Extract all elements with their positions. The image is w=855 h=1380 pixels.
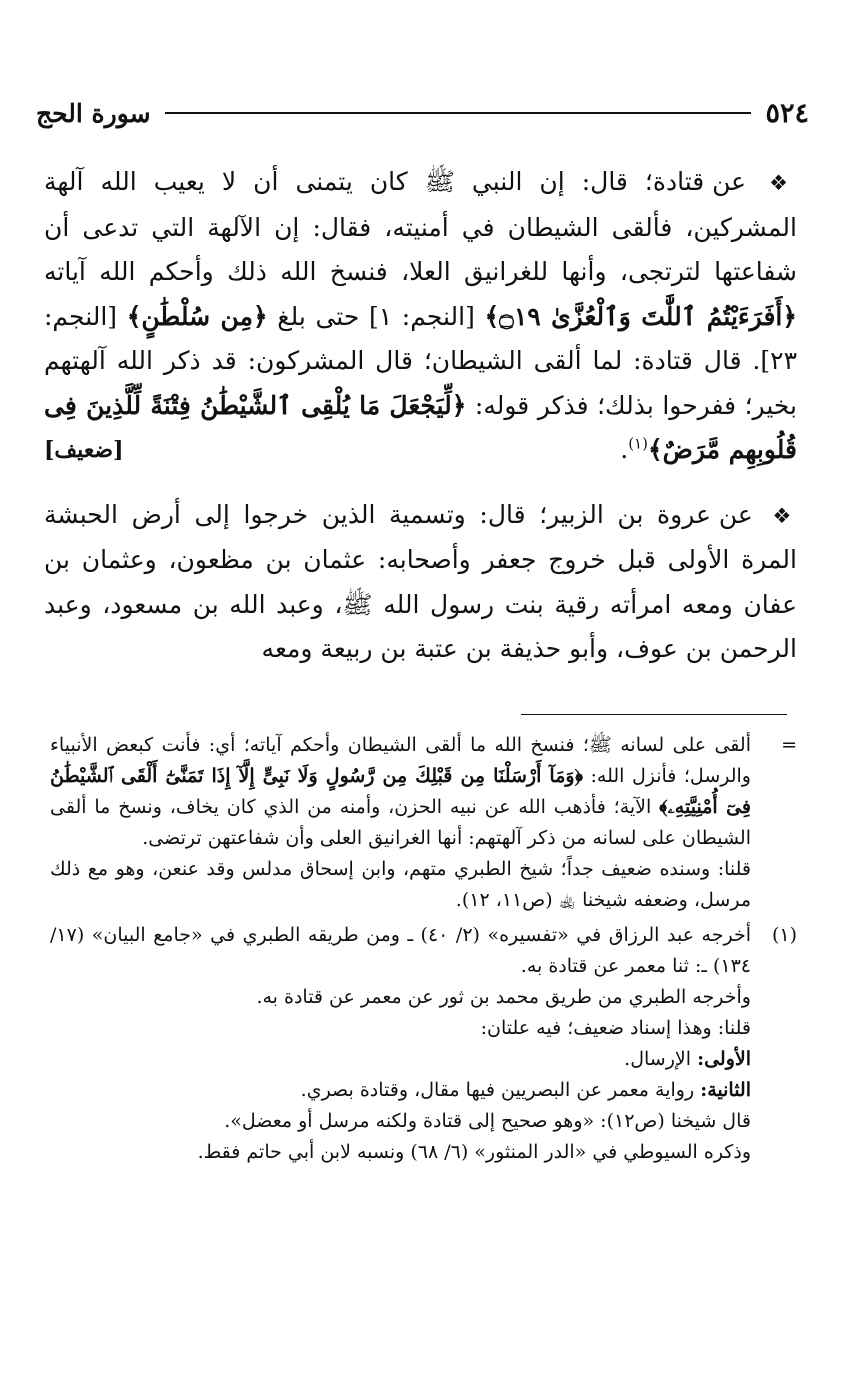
note-paragraph: وذكره السيوطي في «الدر المنثور» (٦/ ٦٨) ونسبه لابن أبي حاتم فقط. (197, 1141, 751, 1163)
bullet-icon: ❖ (772, 503, 798, 528)
note-text: الآية؛ فأذهب الله عن نبيه الحزن، وأمنه من الذي كان يخاف، ونسخ ما ألقى الشيطان على لسانه من ذكر آلهتهم: أنها الغرانيق العلى وأن شفاعتهن ترتضى. (50, 796, 751, 849)
page-header (36, 88, 809, 138)
hadith-qatada (44, 160, 797, 473)
note-paragraph (50, 1075, 751, 1106)
para1-text-c: [النجم: ٢٣]. قال قتادة: لما ألقى الشيطان؛ قال المشركون: قد ذكر الله آلهتهم بخير؛ ففرحوا بذلك؛ فذكر قوله: (44, 301, 797, 420)
header-rule (165, 112, 752, 114)
note-paragraph (50, 730, 751, 854)
continuation-marker: = (781, 734, 797, 756)
note-paragraph: أخرجه عبد الرزاق في «تفسيره» (٢/ ٤٠) ـ ومن طريقه الطبري في «جامع البيان» (١٧/ ١٣٤) ـ: ثنا معمر عن قتادة به. (50, 924, 751, 977)
note-paragraph: قلنا: وسنده ضعيف جداً؛ شيخ الطبري متهم، وابن إسحاق مدلس وقد عنعن، وهو مع ذلك مرسل، وضعفه شيخنا ﵀ (ص١١، ١٢). (50, 858, 751, 911)
footnotes (50, 730, 797, 1168)
note-paragraph: قلنا: وهذا إسناد ضعيف؛ فيه علتان: (480, 1017, 751, 1039)
footnote-reference: (١) (628, 434, 648, 453)
page-number: ٥٢٤ (765, 97, 809, 129)
note-text: الإرسال. (624, 1048, 692, 1070)
grade-label: [ضعيف] (44, 437, 124, 463)
para2-text: عن عروة بن الزبير؛ قال: وتسمية الذين خرجوا إلى أرض الحبشة المرة الأولى قبل خروج جعفر وأصحابه: عثمان بن مظعون، وعثمان بن عفان ومعه امرأته رقية بنت رسول الله ﷺ، وعبد الله بن مسعود، وعبد الرحمن بن عوف، وأبو حذيفة بن عتبة بن ربيعة ومعه (44, 499, 797, 663)
footnote-separator (521, 714, 787, 715)
footnote-continuation (50, 730, 797, 916)
bullet-icon: ❖ (769, 171, 798, 195)
main-text (44, 160, 797, 672)
para1-text-a: عن قتادة؛ قال: إن النبي ﷺ كان يتمنى أن لا يعيب الله آلهة المشركين، فألقى الشيطان في أمنيته، فقال: إن الآلهة التي تدعى أن شفاعتها لترتجى، وأنها للغرانيق العلا، فنسخ الله ذلك وأحكم الله آياته (44, 167, 797, 286)
note-quran-verse: ﴿وَمَآ أَرْسَلْنَا مِن قَبْلِكَ مِن رَّسُولٍ وَلَا نَبِىٍّ إِلَّآ إِذَا تَمَنَّىٰٓ أَلْقَى ٱلشَّيْطَٰنُ فِىٓ أُمْنِيَّتِهِۦ﴾ (50, 765, 752, 818)
note-text: رواية معمر عن البصريين فيها مقال، وقتادة بصري. (300, 1079, 695, 1101)
note-paragraph: وأخرجه الطبري من طريق محمد بن ثور عن معمر عن قتادة به. (256, 986, 751, 1008)
footnote-1 (50, 920, 797, 1168)
note-paragraph (50, 1044, 751, 1075)
surah-title: سورة الحج (36, 98, 151, 128)
hadith-urwa (44, 493, 797, 672)
quran-verse-2: ﴿مِن سُلْطَٰنٍ﴾ (126, 301, 268, 331)
footnote-marker: (١) (771, 924, 797, 946)
note-text: ألقى على لسانه ﷺ؛ فنسخ الله ما ألقى الشيطان وأحكم آياته؛ أي: فأنت كبعض الأنبياء والرسل؛ فأنزل الله: (50, 734, 751, 787)
note-paragraph: قال شيخنا (ص١٢): «وهو صحيح إلى قتادة ولكنه مرسل أو معضل». (224, 1110, 751, 1132)
quran-verse-3: ﴿لِّيَجْعَلَ مَا يُلْقِى ٱلشَّيْطَٰنُ فِتْنَةً لِّلَّذِينَ فِى قُلُوبِهِم مَّرَضٌ﴾ (44, 390, 797, 464)
note-label: الثانية: (700, 1079, 751, 1101)
para1-text-b: [النجم: ١] حتى بلغ (277, 301, 475, 331)
para1-end: . (620, 435, 629, 464)
quran-verse-1: ﴿أَفَرَءَيْتُمُ ٱللَّٰتَ وَٱلْعُزَّىٰ ۝١٩﴾ (484, 301, 797, 331)
note-label: الأولى: (697, 1048, 751, 1070)
